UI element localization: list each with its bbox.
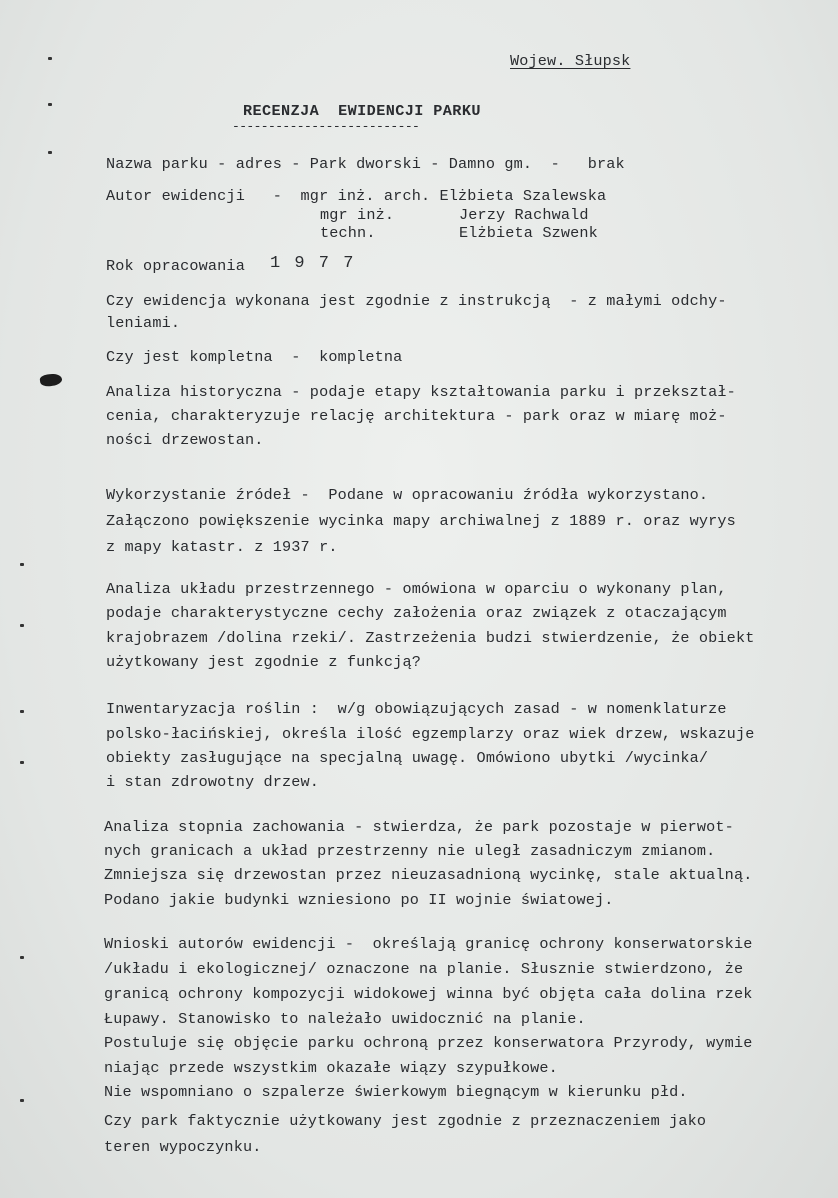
park-name-line: Nazwa parku - adres - Park dworski - Damno gm. - brak <box>106 155 625 173</box>
conclusions-line-5: Postuluje się objęcie parku ochroną przez konserwatora Przyrody, wymie <box>104 1034 753 1052</box>
edge-mark <box>48 57 52 60</box>
edge-mark <box>48 103 52 106</box>
history-line-2: cenia, charakteryzuje relację architektura - park oraz w miarę moż- <box>106 407 727 425</box>
conclusions-line-1: Wnioski autorów ewidencji - określają granicę ochrony konserwatorskie <box>104 935 753 953</box>
conclusions-line-3: granicą ochrony kompozycji widokowej winna być objęta cała dolina rzek <box>104 985 753 1003</box>
conclusions-line-8: Czy park faktycznie użytkowany jest zgodnie z przeznaczeniem jako <box>104 1112 707 1130</box>
conclusions-line-9: teren wypoczynku. <box>104 1138 262 1156</box>
title-rule: -------------------------- <box>232 119 420 134</box>
conclusions-line-6: niając przede wszystkim okazałe wiązy szypułkowe. <box>104 1059 558 1077</box>
layout-line-4: użytkowany jest zgodnie z funkcją? <box>106 653 421 671</box>
preservation-line-1: Analiza stopnia zachowania - stwierdza, że park pozostaje w pierwot- <box>104 818 734 836</box>
preservation-line-2: nych granicach a układ przestrzenny nie uległ zasadniczym zmianom. <box>104 842 716 860</box>
history-line-1: Analiza historyczna - podaje etapy kształtowania parku i przekształ- <box>106 383 736 401</box>
region-label: Wojew. Słupsk <box>510 52 631 70</box>
edge-mark <box>20 1099 24 1102</box>
edge-mark <box>20 956 24 959</box>
conclusions-line-2: /układu i ekologicznej/ oznaczone na planie. Słusznie stwierdzono, że <box>104 960 744 978</box>
author-line-3: techn. Elżbieta Szwenk <box>320 224 598 242</box>
inventory-line-4: i stan zdrowotny drzew. <box>106 773 320 791</box>
preservation-line-4: Podano jakie budynki wzniesiono po II wojnie światowej. <box>104 891 614 909</box>
layout-line-1: Analiza układu przestrzennego - omówiona w oparciu o wykonany plan, <box>106 580 727 598</box>
sources-line-1: Wykorzystanie źródeł - Podane w opracowaniu źródła wykorzystano. <box>106 486 709 504</box>
punch-hole <box>39 373 62 388</box>
layout-line-2: podaje charakterystyczne cechy założenia oraz związek z otaczającym <box>106 604 727 622</box>
conclusions-line-4: Łupawy. Stanowisko to należało uwidocznić na planie. <box>104 1010 586 1028</box>
completeness-line: Czy jest kompletna - kompletna <box>106 348 403 366</box>
inventory-line-3: obiekty zasługujące na specjalną uwagę. Omówiono ubytki /wycinka/ <box>106 749 709 767</box>
year-value: 1 9 7 7 <box>270 254 356 273</box>
sources-line-2: Załączono powiększenie wycinka mapy archiwalnej z 1889 r. oraz wyrys <box>106 512 736 530</box>
edge-mark <box>20 710 24 713</box>
layout-line-3: krajobrazem /dolina rzeki/. Zastrzeżenia budzi stwierdzenie, że obiekt <box>106 629 755 647</box>
author-line-2: mgr inż. Jerzy Rachwald <box>320 206 589 224</box>
history-line-3: ności drzewostan. <box>106 431 264 449</box>
conclusions-line-7: Nie wspomniano o szpalerze świerkowym biegnącym w kierunku płd. <box>104 1083 688 1101</box>
edge-mark <box>20 761 24 764</box>
year-label: Rok opracowania <box>106 257 245 275</box>
page-title: RECENZJA EWIDENCJI PARKU <box>243 102 481 120</box>
inventory-line-1: Inwentaryzacja roślin : w/g obowiązujących zasad - w nomenklaturze <box>106 700 727 718</box>
preservation-line-3: Zmniejsza się drzewostan przez nieuzasadnioną wycinkę, stale aktualną. <box>104 866 753 884</box>
inventory-line-2: polsko-łacińskiej, określa ilość egzemplarzy oraz wiek drzew, wskazuje <box>106 725 755 743</box>
edge-mark <box>48 151 52 154</box>
edge-mark <box>20 563 24 566</box>
conformity-line-1: Czy ewidencja wykonana jest zgodnie z instrukcją - z małymi odchy- <box>106 292 727 310</box>
edge-mark <box>20 624 24 627</box>
author-line-1: Autor ewidencji - mgr inż. arch. Elżbieta Szalewska <box>106 187 607 205</box>
sources-line-3: z mapy katastr. z 1937 r. <box>106 538 338 556</box>
conformity-line-2: leniami. <box>106 314 181 332</box>
